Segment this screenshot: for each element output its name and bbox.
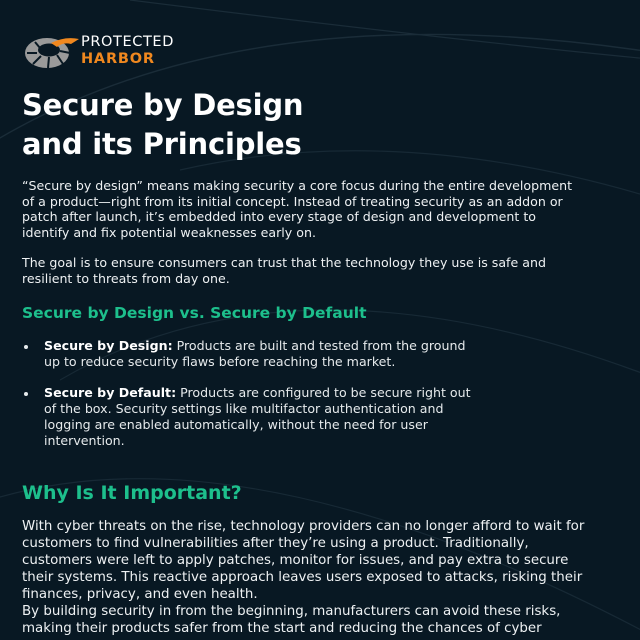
page-title-line2: and its Principles (22, 127, 302, 161)
bullet-text: Products are built and tested from the ground (172, 338, 466, 353)
bullet-text: of the box. Security settings like multifactor authentication and (44, 401, 444, 417)
body-line: customers were left to apply patches, monitor for issues, and pay extra to secure (22, 553, 569, 568)
intro-line: identify and fix potential weaknesses early on. (22, 224, 316, 240)
bullet-icon (24, 345, 28, 349)
section-heading-design-vs-default: Secure by Design vs. Secure by Default (22, 304, 367, 322)
why-important-paragraph (22, 518, 584, 637)
brand-name-line1: PROTECTED (81, 34, 174, 50)
bullet-text: up to reduce security flaws before reaching the market. (44, 353, 396, 369)
body-line: customers to find vulnerabilities after they’re using a product. Traditionally, (22, 536, 529, 551)
bullet-term: Secure by Design: (44, 338, 173, 353)
intro-line: patch after launch, it’s embedded into every stage of design and development to (22, 209, 536, 225)
intro-line: of a product—right from its initial concept. Instead of treating security as an addon or (22, 193, 563, 209)
page-title-line1: Secure by Design (22, 88, 304, 122)
intro-paragraph-2 (22, 255, 632, 286)
brand-logo (21, 33, 174, 73)
shield-ring-logo-icon (21, 33, 81, 73)
bullet-text: Products are configured to be secure right out (176, 385, 471, 401)
intro-line: The goal is to ensure consumers can trust that the technology they use is safe and (22, 255, 546, 270)
intro-paragraph-1 (22, 178, 632, 240)
list-item-secure-by-design (22, 338, 471, 369)
body-line: finances, privacy, and even health. (22, 587, 258, 602)
list-item-secure-by-default (22, 385, 471, 448)
bullet-text: intervention. (44, 432, 125, 448)
bullet-icon (24, 392, 28, 396)
body-line: their systems. This reactive approach leaves users exposed to attacks, risking their (22, 570, 583, 585)
brand-name-line2: HARBOR (81, 51, 155, 67)
body-line: making their products safer from the start and reducing the chances of cyber (22, 621, 542, 636)
bullet-text: logging are enabled automatically, without the need for user (44, 416, 428, 432)
body-line: By building security in from the beginning, manufacturers can avoid these risks, (22, 604, 561, 619)
intro-line: “Secure by design” means making security a core focus during the entire development (22, 178, 573, 193)
bullet-term: Secure by Default: (44, 385, 177, 401)
body-line: With cyber threats on the rise, technology providers can no longer afford to wait for (22, 519, 585, 534)
section-heading-why-important: Why Is It Important? (22, 482, 242, 504)
principles-list (22, 338, 471, 464)
page-title (22, 86, 303, 164)
intro-line: resilient to threats from day one. (22, 270, 230, 286)
